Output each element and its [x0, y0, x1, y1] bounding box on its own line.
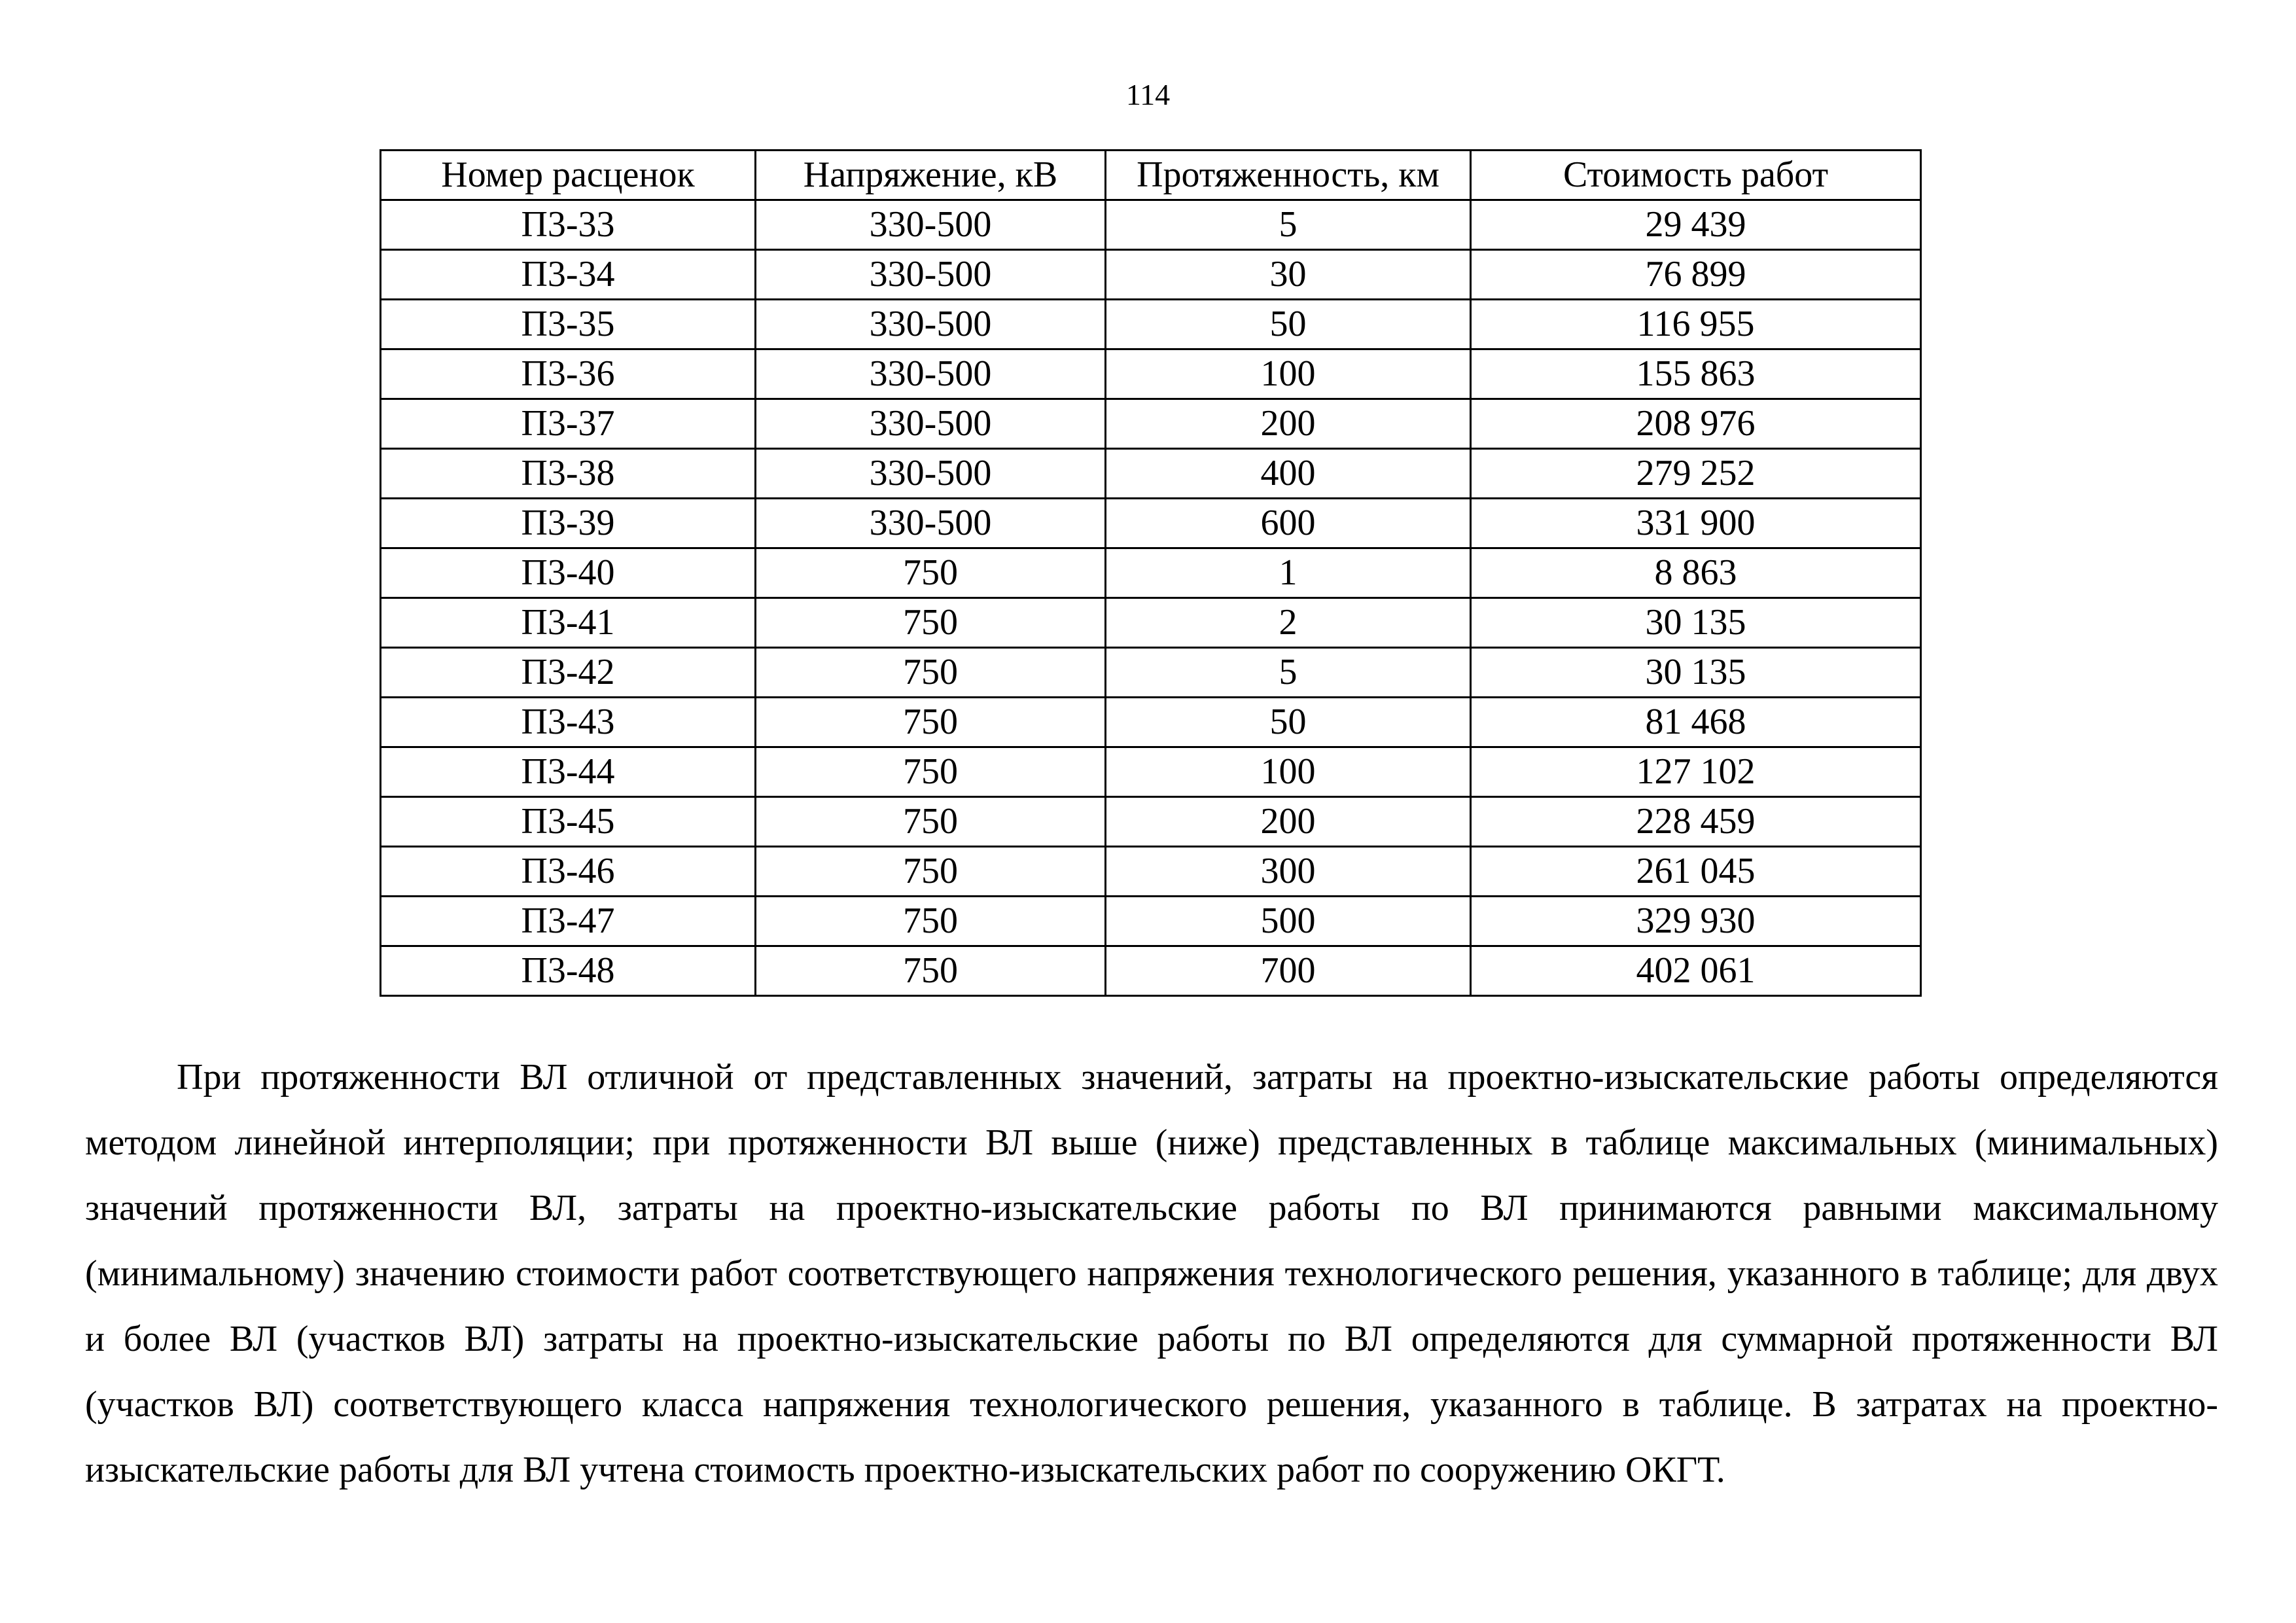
cell-cost: 155 863: [1471, 349, 1921, 399]
cell-length: 700: [1106, 946, 1471, 996]
table-row: [381, 648, 1921, 698]
cell-voltage: 750: [756, 897, 1106, 946]
cell-length: 50: [1106, 698, 1471, 747]
cell-voltage: 750: [756, 747, 1106, 797]
cell-rate-number: П3-42: [381, 648, 756, 698]
cell-voltage: 330-500: [756, 499, 1106, 548]
cell-cost: 8 863: [1471, 548, 1921, 598]
cell-voltage: 330-500: [756, 300, 1106, 349]
cell-cost: 30 135: [1471, 598, 1921, 648]
cell-rate-number: П3-38: [381, 449, 756, 499]
table-row: [381, 598, 1921, 648]
table-row: [381, 698, 1921, 747]
column-header-cost: Стоимость работ: [1471, 151, 1921, 200]
cell-length: 200: [1106, 797, 1471, 847]
cell-length: 30: [1106, 250, 1471, 300]
cell-rate-number: П3-37: [381, 399, 756, 449]
cell-rate-number: П3-39: [381, 499, 756, 548]
table-row: [381, 300, 1921, 349]
cell-rate-number: П3-43: [381, 698, 756, 747]
cell-voltage: 750: [756, 797, 1106, 847]
cell-cost: 127 102: [1471, 747, 1921, 797]
table-row: [381, 499, 1921, 548]
cell-cost: 279 252: [1471, 449, 1921, 499]
cell-cost: 329 930: [1471, 897, 1921, 946]
cell-voltage: 330-500: [756, 449, 1106, 499]
column-header-length: Протяженность, км: [1106, 151, 1471, 200]
cell-cost: 116 955: [1471, 300, 1921, 349]
cell-length: 100: [1106, 349, 1471, 399]
cell-length: 500: [1106, 897, 1471, 946]
cell-cost: 261 045: [1471, 847, 1921, 897]
cell-cost: 402 061: [1471, 946, 1921, 996]
table-row: [381, 200, 1921, 250]
cell-rate-number: П3-35: [381, 300, 756, 349]
cell-voltage: 330-500: [756, 399, 1106, 449]
cell-length: 5: [1106, 648, 1471, 698]
cell-rate-number: П3-33: [381, 200, 756, 250]
table-row: [381, 250, 1921, 300]
cell-rate-number: П3-48: [381, 946, 756, 996]
rates-table: [380, 149, 1922, 997]
cell-length: 400: [1106, 449, 1471, 499]
cell-voltage: 750: [756, 648, 1106, 698]
cell-rate-number: П3-36: [381, 349, 756, 399]
cell-length: 300: [1106, 847, 1471, 897]
cell-rate-number: П3-46: [381, 847, 756, 897]
cell-rate-number: П3-41: [381, 598, 756, 648]
cell-voltage: 750: [756, 946, 1106, 996]
cell-rate-number: П3-44: [381, 747, 756, 797]
cell-length: 600: [1106, 499, 1471, 548]
cell-cost: 30 135: [1471, 648, 1921, 698]
table-row: [381, 449, 1921, 499]
cell-voltage: 750: [756, 598, 1106, 648]
cell-cost: 228 459: [1471, 797, 1921, 847]
cell-cost: 29 439: [1471, 200, 1921, 250]
cell-cost: 331 900: [1471, 499, 1921, 548]
cell-rate-number: П3-34: [381, 250, 756, 300]
column-header-rate-number: Номер расценок: [381, 151, 756, 200]
cell-length: 1: [1106, 548, 1471, 598]
cell-rate-number: П3-45: [381, 797, 756, 847]
cell-length: 2: [1106, 598, 1471, 648]
table-row: [381, 847, 1921, 897]
table-row: [381, 747, 1921, 797]
table-row: [381, 399, 1921, 449]
cell-length: 100: [1106, 747, 1471, 797]
explanatory-note: При протяженности ВЛ отличной от представленных значений, затраты на проектно-изыскательские работы определяются методом линейной интерполяции; при протяженности ВЛ выше (ниже) представленных в таблице максимальных (минимальных) значений протяженности ВЛ, затраты на проектно-изыскательские работы по ВЛ принимаются равными максимальному (минимальному) значению стоимости работ соответствующего напряжения технологического решения, указанного в таблице; для двух и более ВЛ (участков ВЛ) затраты на проектно-изыскательские работы по ВЛ определяются для суммарной протяженности ВЛ (участков ВЛ) соответствующего класса напряжения технологического решения, указанного в таблице. В затратах на проектно-изыскательские работы для ВЛ учтена стоимость проектно-изыскательских работ по сооружению ОКГТ.: [85, 1057, 2218, 1490]
cell-voltage: 750: [756, 548, 1106, 598]
table-row: [381, 897, 1921, 946]
cell-voltage: 330-500: [756, 349, 1106, 399]
cell-voltage: 750: [756, 847, 1106, 897]
cell-rate-number: П3-40: [381, 548, 756, 598]
cell-cost: 81 468: [1471, 698, 1921, 747]
cell-voltage: 330-500: [756, 250, 1106, 300]
cell-voltage: 330-500: [756, 200, 1106, 250]
cell-length: 200: [1106, 399, 1471, 449]
table-row: [381, 548, 1921, 598]
table-header-row: [381, 151, 1921, 200]
table-row: [381, 797, 1921, 847]
table-row: [381, 946, 1921, 996]
cell-length: 50: [1106, 300, 1471, 349]
cell-cost: 76 899: [1471, 250, 1921, 300]
cell-rate-number: П3-47: [381, 897, 756, 946]
table-body: [381, 200, 1921, 996]
cell-voltage: 750: [756, 698, 1106, 747]
cell-length: 5: [1106, 200, 1471, 250]
page-number: 114: [1125, 78, 1171, 111]
cell-cost: 208 976: [1471, 399, 1921, 449]
table-row: [381, 349, 1921, 399]
column-header-voltage: Напряжение, кВ: [756, 151, 1106, 200]
